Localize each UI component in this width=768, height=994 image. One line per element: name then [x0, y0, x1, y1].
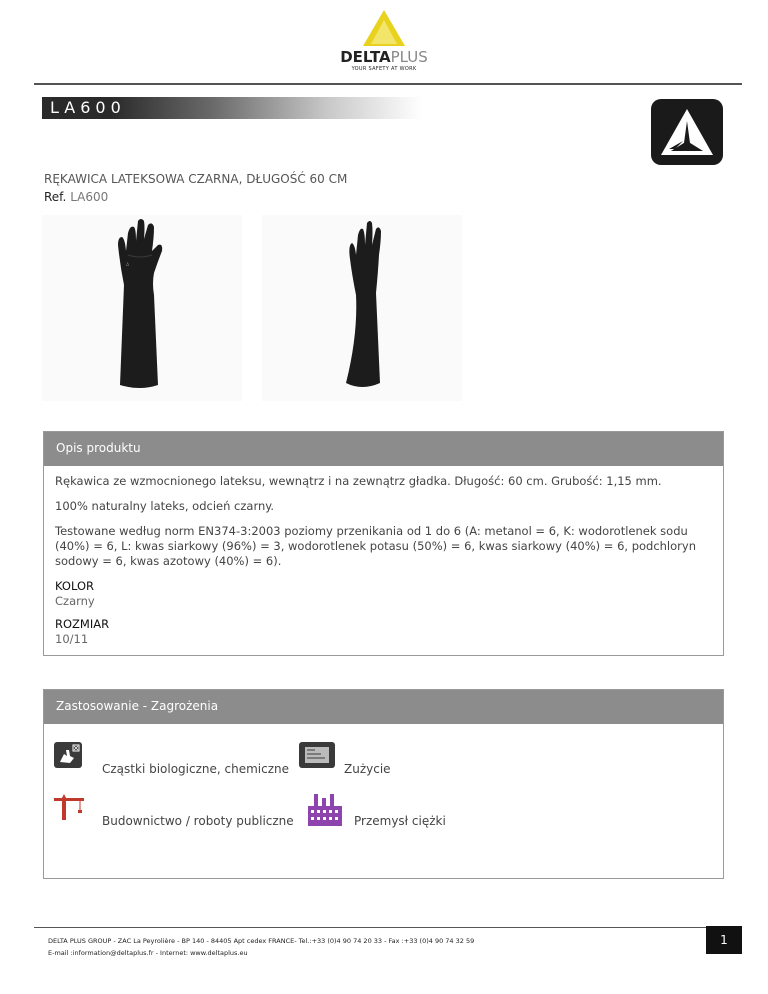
usage-item-wear: Zużycie	[344, 762, 391, 776]
description-paragraph: Testowane według norm EN374-3:2003 poziomy przenikania od 1 do 6 (A: metanol = 6, K: wodorotlenek sodu (40%) = 6, L: kwas siarkowy (96%) = 3, wodorotlenek potasu (50%) = 6, kwas siarkowy (40%) = 6, podchloryn sodowy = 6, kwas azotowy (40%) = 6).	[55, 523, 696, 568]
crane-icon	[52, 794, 86, 820]
brand-badge-icon	[651, 99, 723, 165]
size-label: ROZMIAR	[55, 616, 110, 631]
logo-wordmark: DELTAPLUS	[340, 48, 428, 66]
factory-icon	[308, 792, 342, 826]
ref-label: Ref.	[44, 190, 67, 204]
header-divider	[34, 83, 742, 85]
product-code: LA600	[50, 98, 126, 117]
product-code-bar	[42, 97, 422, 119]
description-header: Opis produktu	[44, 432, 723, 466]
logo-tagline: YOUR SAFETY AT WORK	[351, 66, 417, 72]
footer-divider	[34, 927, 706, 928]
page-number: 1	[706, 926, 742, 954]
description-paragraph: 100% naturalny lateks, odcień czarny.	[55, 498, 275, 513]
size-value: 10/11	[55, 631, 89, 646]
usage-item-construction: Budownictwo / roboty publiczne	[102, 814, 294, 828]
description-body	[44, 466, 723, 662]
hand-chemical-icon	[54, 742, 82, 768]
logo-triangle-icon	[363, 10, 405, 46]
usage-item-biological: Cząstki biologiczne, chemiczne	[102, 762, 290, 776]
product-description-panel	[43, 431, 724, 656]
product-title: RĘKAWICA LATEKSOWA CZARNA, DŁUGOŚĆ 60 CM	[44, 172, 348, 186]
footer-address: DELTA PLUS GROUP - ZAC La Peyrolière - BP 140 - 84405 Apt cedex FRANCE- Tel.:+33 (0)4 90 74 20 33 - Fax :+33 (0)4 90 74 32 59	[48, 937, 475, 945]
footer-contact: E-mail :information@deltaplus.fr - Internet: www.deltaplus.eu	[48, 949, 248, 957]
usage-header: Zastosowanie - Zagrożenia	[44, 690, 723, 724]
usage-hazards-panel	[43, 689, 724, 879]
svg-text:△: △	[126, 261, 130, 266]
ref-value: LA600	[70, 190, 109, 204]
glove-photo-front	[42, 215, 242, 401]
deltaplus-logo	[320, 10, 448, 74]
glove-photo-back	[262, 215, 462, 401]
color-label: KOLOR	[55, 578, 95, 593]
color-value: Czarny	[55, 593, 95, 608]
description-paragraph: Rękawica ze wzmocnionego lateksu, wewnątrz i na zewnątrz gładka. Długość: 60 cm. Grubość: 1,15 mm.	[55, 474, 662, 488]
wear-icon	[299, 742, 335, 768]
product-ref	[44, 190, 108, 204]
usage-item-heavy-industry: Przemysł ciężki	[354, 814, 446, 828]
